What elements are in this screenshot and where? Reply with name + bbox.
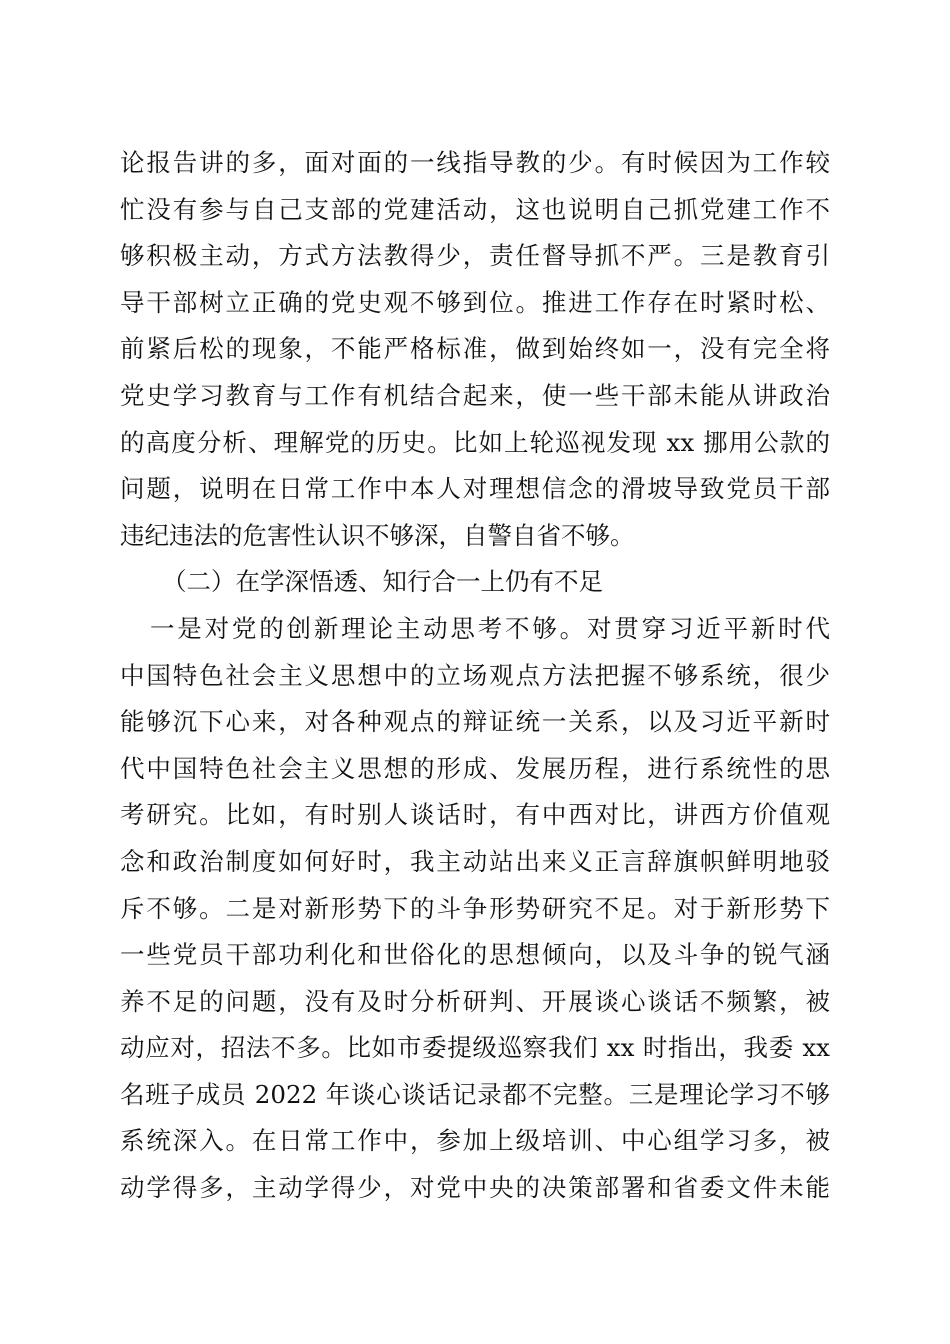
paragraph-line: 一是对党的创新理论主动思考不够。对贯穿习近平新时代: [150, 613, 830, 643]
paragraph-line: 够积极主动，方式方法教得少，责任督导抓不严。三是教育引: [120, 241, 830, 271]
paragraph-line: 养不足的问题，没有及时分析研判、开展谈心谈话不频繁，被: [120, 986, 830, 1016]
paragraph-line: 考研究。比如，有时别人谈话时，有中西对比，讲西方价值观: [120, 800, 830, 830]
paragraph-line: 导干部树立正确的党史观不够到位。推进工作存在时紧时松、: [120, 287, 830, 317]
paragraph-line: 动应对，招法不多。比如市委提级巡察我们 xx 时指出，我委 xx: [120, 1033, 830, 1063]
paragraph-line: 名班子成员 2022 年谈心谈话记录都不完整。三是理论学习不够: [120, 1079, 830, 1109]
paragraph-line: 违纪违法的危害性认识不够深，自警自省不够。: [120, 520, 635, 550]
paragraph-line: 论报告讲的多，面对面的一线指导教的少。有时候因为工作较: [120, 148, 830, 177]
paragraph-line: 能够沉下心来，对各种观点的辩证统一关系，以及习近平新时: [120, 707, 830, 737]
section-heading: （二）在学深悟透、知行合一上仍有不足: [162, 567, 603, 597]
paragraph-line: 中国特色社会主义思想中的立场观点方法把握不够系统，很少: [120, 660, 830, 690]
paragraph-line: 念和政治制度如何好时，我主动站出来义正言辞旗帜鲜明地驳: [120, 846, 830, 876]
paragraph-line: 忙没有参与自己支部的党建活动，这也说明自己抓党建工作不: [120, 194, 830, 224]
paragraph-line: 的高度分析、理解党的历史。比如上轮巡视发现 xx 挪用公款的: [120, 427, 830, 457]
paragraph-line: 一些党员干部功利化和世俗化的思想倾向，以及斗争的锐气涵: [120, 940, 830, 970]
paragraph-line: 斥不够。二是对新形势下的斗争形势研究不足。对于新形势下: [120, 893, 830, 923]
document-body: [120, 140, 830, 1212]
paragraph-line: 代中国特色社会主义思想的形成、发展历程，进行系统性的思: [120, 753, 830, 783]
paragraph-line: 党史学习教育与工作有机结合起来，使一些干部未能从讲政治: [120, 380, 830, 410]
paragraph-line: 问题，说明在日常工作中本人对理想信念的滑坡导致党员干部: [120, 474, 830, 504]
paragraph-line: 动学得多，主动学得少，对党中央的决策部署和省委文件未能: [120, 1173, 830, 1203]
paragraph-line: 前紧后松的现象，不能严格标准，做到始终如一，没有完全将: [120, 334, 830, 364]
paragraph-line: 系统深入。在日常工作中，参加上级培训、中心组学习多，被: [120, 1126, 830, 1156]
